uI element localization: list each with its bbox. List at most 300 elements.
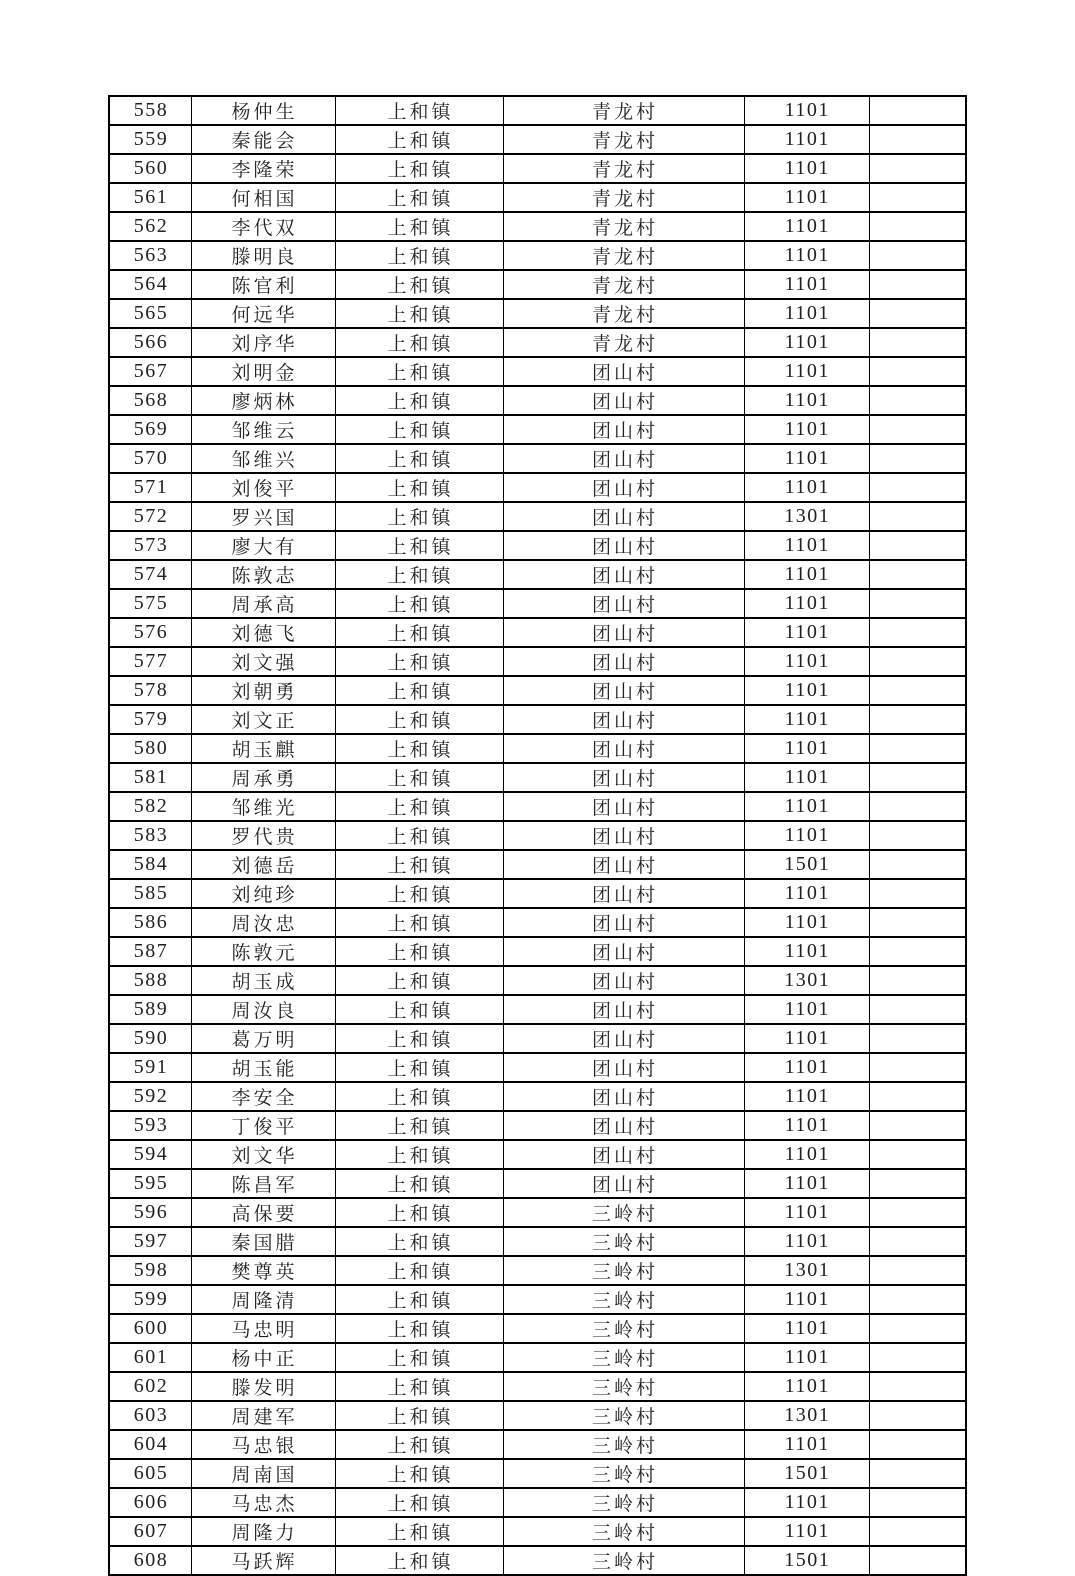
cell-amount: 1101 <box>744 1488 869 1517</box>
cell-person-name: 罗兴国 <box>191 502 335 531</box>
cell-amount: 1101 <box>744 1372 869 1401</box>
cell-person-name: 秦国腊 <box>191 1227 335 1256</box>
cell-person-name: 周建军 <box>191 1401 335 1430</box>
cell-amount: 1101 <box>744 212 869 241</box>
cell-amount: 1101 <box>744 560 869 589</box>
table-row <box>109 1198 966 1227</box>
table-row <box>109 1430 966 1459</box>
cell-person-name: 马忠银 <box>191 1430 335 1459</box>
cell-town: 上和镇 <box>335 502 503 531</box>
cell-town: 上和镇 <box>335 850 503 879</box>
cell-row-number: 590 <box>109 1024 191 1053</box>
cell-person-name: 马忠明 <box>191 1314 335 1343</box>
cell-town: 上和镇 <box>335 1256 503 1285</box>
cell-town: 上和镇 <box>335 241 503 270</box>
cell-town: 上和镇 <box>335 705 503 734</box>
cell-row-number: 570 <box>109 444 191 473</box>
cell-person-name: 李安全 <box>191 1082 335 1111</box>
cell-row-number: 562 <box>109 212 191 241</box>
cell-village: 团山村 <box>503 763 744 792</box>
cell-village: 三岭村 <box>503 1401 744 1430</box>
cell-amount: 1101 <box>744 1517 869 1546</box>
cell-row-number: 592 <box>109 1082 191 1111</box>
cell-amount: 1101 <box>744 1314 869 1343</box>
cell-row-number: 574 <box>109 560 191 589</box>
table-row <box>109 763 966 792</box>
cell-village: 团山村 <box>503 386 744 415</box>
cell-note-empty <box>869 995 966 1024</box>
cell-town: 上和镇 <box>335 1111 503 1140</box>
table-row <box>109 821 966 850</box>
cell-town: 上和镇 <box>335 125 503 154</box>
cell-village: 青龙村 <box>503 96 744 125</box>
cell-row-number: 577 <box>109 647 191 676</box>
table-row <box>109 1227 966 1256</box>
cell-person-name: 樊尊英 <box>191 1256 335 1285</box>
cell-person-name: 周南国 <box>191 1459 335 1488</box>
cell-town: 上和镇 <box>335 647 503 676</box>
cell-person-name: 高保要 <box>191 1198 335 1227</box>
table-row <box>109 1140 966 1169</box>
cell-person-name: 何相国 <box>191 183 335 212</box>
cell-amount: 1101 <box>744 96 869 125</box>
cell-town: 上和镇 <box>335 589 503 618</box>
cell-person-name: 刘朝勇 <box>191 676 335 705</box>
table-row <box>109 96 966 125</box>
cell-town: 上和镇 <box>335 1401 503 1430</box>
cell-note-empty <box>869 763 966 792</box>
cell-note-empty <box>869 299 966 328</box>
cell-note-empty <box>869 589 966 618</box>
cell-town: 上和镇 <box>335 1459 503 1488</box>
cell-village: 青龙村 <box>503 241 744 270</box>
cell-amount: 1101 <box>744 705 869 734</box>
cell-village: 三岭村 <box>503 1546 744 1575</box>
cell-amount: 1101 <box>744 154 869 183</box>
cell-note-empty <box>869 1256 966 1285</box>
cell-note-empty <box>869 850 966 879</box>
cell-village: 三岭村 <box>503 1430 744 1459</box>
table-row <box>109 1372 966 1401</box>
cell-village: 三岭村 <box>503 1198 744 1227</box>
table-row <box>109 328 966 357</box>
cell-person-name: 葛万明 <box>191 1024 335 1053</box>
cell-person-name: 马忠杰 <box>191 1488 335 1517</box>
cell-village: 团山村 <box>503 966 744 995</box>
cell-village: 青龙村 <box>503 212 744 241</box>
table-row <box>109 241 966 270</box>
cell-person-name: 廖大有 <box>191 531 335 560</box>
cell-person-name: 刘文正 <box>191 705 335 734</box>
cell-village: 团山村 <box>503 937 744 966</box>
cell-amount: 1101 <box>744 270 869 299</box>
cell-row-number: 561 <box>109 183 191 212</box>
cell-note-empty <box>869 328 966 357</box>
cell-village: 青龙村 <box>503 328 744 357</box>
cell-town: 上和镇 <box>335 473 503 502</box>
cell-note-empty <box>869 1140 966 1169</box>
cell-town: 上和镇 <box>335 154 503 183</box>
cell-note-empty <box>869 792 966 821</box>
cell-row-number: 580 <box>109 734 191 763</box>
cell-village: 团山村 <box>503 879 744 908</box>
table-row <box>109 676 966 705</box>
cell-amount: 1101 <box>744 647 869 676</box>
cell-row-number: 604 <box>109 1430 191 1459</box>
cell-note-empty <box>869 560 966 589</box>
cell-amount: 1101 <box>744 328 869 357</box>
cell-town: 上和镇 <box>335 821 503 850</box>
cell-village: 三岭村 <box>503 1343 744 1372</box>
cell-row-number: 596 <box>109 1198 191 1227</box>
cell-row-number: 588 <box>109 966 191 995</box>
cell-row-number: 575 <box>109 589 191 618</box>
cell-village: 团山村 <box>503 415 744 444</box>
cell-amount: 1501 <box>744 1546 869 1575</box>
table-row <box>109 1401 966 1430</box>
cell-town: 上和镇 <box>335 1517 503 1546</box>
cell-town: 上和镇 <box>335 734 503 763</box>
cell-person-name: 陈昌军 <box>191 1169 335 1198</box>
table-row <box>109 1256 966 1285</box>
table-row <box>109 299 966 328</box>
cell-person-name: 滕发明 <box>191 1372 335 1401</box>
cell-row-number: 558 <box>109 96 191 125</box>
cell-row-number: 597 <box>109 1227 191 1256</box>
cell-amount: 1501 <box>744 1459 869 1488</box>
cell-village: 团山村 <box>503 734 744 763</box>
cell-row-number: 566 <box>109 328 191 357</box>
table-row <box>109 995 966 1024</box>
table-row <box>109 1285 966 1314</box>
cell-amount: 1101 <box>744 676 869 705</box>
cell-person-name: 李代双 <box>191 212 335 241</box>
table-row <box>109 792 966 821</box>
cell-row-number: 571 <box>109 473 191 502</box>
table-row <box>109 502 966 531</box>
cell-note-empty <box>869 531 966 560</box>
cell-note-empty <box>869 502 966 531</box>
cell-row-number: 608 <box>109 1546 191 1575</box>
cell-note-empty <box>869 473 966 502</box>
table-row <box>109 589 966 618</box>
cell-village: 团山村 <box>503 1169 744 1198</box>
cell-row-number: 587 <box>109 937 191 966</box>
cell-note-empty <box>869 183 966 212</box>
cell-town: 上和镇 <box>335 1314 503 1343</box>
cell-note-empty <box>869 1546 966 1575</box>
cell-row-number: 559 <box>109 125 191 154</box>
cell-person-name: 邹维光 <box>191 792 335 821</box>
cell-person-name: 李隆荣 <box>191 154 335 183</box>
table-row <box>109 1053 966 1082</box>
cell-row-number: 584 <box>109 850 191 879</box>
cell-person-name: 杨中正 <box>191 1343 335 1372</box>
table-row <box>109 705 966 734</box>
cell-town: 上和镇 <box>335 1285 503 1314</box>
cell-village: 团山村 <box>503 618 744 647</box>
cell-amount: 1101 <box>744 1198 869 1227</box>
cell-town: 上和镇 <box>335 357 503 386</box>
cell-village: 三岭村 <box>503 1227 744 1256</box>
cell-village: 三岭村 <box>503 1372 744 1401</box>
cell-town: 上和镇 <box>335 415 503 444</box>
document-page <box>108 95 967 1576</box>
cell-town: 上和镇 <box>335 444 503 473</box>
table-row <box>109 154 966 183</box>
cell-row-number: 565 <box>109 299 191 328</box>
cell-village: 青龙村 <box>503 154 744 183</box>
cell-amount: 1101 <box>744 995 869 1024</box>
cell-row-number: 602 <box>109 1372 191 1401</box>
cell-note-empty <box>869 1198 966 1227</box>
cell-town: 上和镇 <box>335 1053 503 1082</box>
cell-note-empty <box>869 821 966 850</box>
cell-town: 上和镇 <box>335 1343 503 1372</box>
cell-amount: 1101 <box>744 1082 869 1111</box>
cell-amount: 1101 <box>744 589 869 618</box>
cell-town: 上和镇 <box>335 618 503 647</box>
table-row <box>109 1488 966 1517</box>
cell-row-number: 593 <box>109 1111 191 1140</box>
cell-person-name: 何远华 <box>191 299 335 328</box>
cell-town: 上和镇 <box>335 676 503 705</box>
cell-amount: 1101 <box>744 1111 869 1140</box>
cell-note-empty <box>869 241 966 270</box>
cell-note-empty <box>869 908 966 937</box>
cell-town: 上和镇 <box>335 1488 503 1517</box>
cell-town: 上和镇 <box>335 792 503 821</box>
cell-row-number: 573 <box>109 531 191 560</box>
cell-row-number: 563 <box>109 241 191 270</box>
cell-amount: 1101 <box>744 1053 869 1082</box>
cell-row-number: 578 <box>109 676 191 705</box>
cell-village: 团山村 <box>503 531 744 560</box>
table-row <box>109 415 966 444</box>
cell-amount: 1101 <box>744 618 869 647</box>
cell-village: 青龙村 <box>503 299 744 328</box>
cell-amount: 1101 <box>744 444 869 473</box>
cell-amount: 1101 <box>744 183 869 212</box>
cell-village: 团山村 <box>503 1140 744 1169</box>
cell-note-empty <box>869 1314 966 1343</box>
cell-town: 上和镇 <box>335 1546 503 1575</box>
cell-amount: 1101 <box>744 386 869 415</box>
cell-note-empty <box>869 357 966 386</box>
table-row <box>109 618 966 647</box>
cell-amount: 1101 <box>744 908 869 937</box>
cell-note-empty <box>869 1343 966 1372</box>
cell-village: 三岭村 <box>503 1285 744 1314</box>
cell-row-number: 605 <box>109 1459 191 1488</box>
cell-note-empty <box>869 879 966 908</box>
cell-amount: 1301 <box>744 1401 869 1430</box>
cell-amount: 1101 <box>744 821 869 850</box>
table-row <box>109 966 966 995</box>
cell-row-number: 589 <box>109 995 191 1024</box>
cell-note-empty <box>869 647 966 676</box>
cell-note-empty <box>869 1285 966 1314</box>
cell-person-name: 刘序华 <box>191 328 335 357</box>
table-row <box>109 647 966 676</box>
cell-note-empty <box>869 1024 966 1053</box>
cell-person-name: 滕明良 <box>191 241 335 270</box>
cell-amount: 1101 <box>744 415 869 444</box>
table-row <box>109 1169 966 1198</box>
cell-town: 上和镇 <box>335 937 503 966</box>
cell-amount: 1101 <box>744 763 869 792</box>
cell-village: 团山村 <box>503 357 744 386</box>
table-row <box>109 1024 966 1053</box>
table-row <box>109 1546 966 1575</box>
cell-village: 团山村 <box>503 1053 744 1082</box>
table-row <box>109 357 966 386</box>
cell-row-number: 603 <box>109 1401 191 1430</box>
cell-amount: 1301 <box>744 1256 869 1285</box>
cell-row-number: 579 <box>109 705 191 734</box>
cell-note-empty <box>869 705 966 734</box>
cell-village: 团山村 <box>503 589 744 618</box>
cell-person-name: 周汝良 <box>191 995 335 1024</box>
cell-note-empty <box>869 154 966 183</box>
cell-person-name: 周承高 <box>191 589 335 618</box>
cell-town: 上和镇 <box>335 531 503 560</box>
roster-table <box>108 95 967 1576</box>
cell-note-empty <box>869 1430 966 1459</box>
table-row <box>109 879 966 908</box>
cell-village: 团山村 <box>503 821 744 850</box>
cell-row-number: 586 <box>109 908 191 937</box>
cell-person-name: 陈敦志 <box>191 560 335 589</box>
cell-amount: 1101 <box>744 1227 869 1256</box>
cell-amount: 1101 <box>744 1024 869 1053</box>
table-row <box>109 1459 966 1488</box>
cell-note-empty <box>869 676 966 705</box>
cell-village: 团山村 <box>503 473 744 502</box>
cell-amount: 1501 <box>744 850 869 879</box>
cell-row-number: 599 <box>109 1285 191 1314</box>
cell-village: 团山村 <box>503 705 744 734</box>
cell-note-empty <box>869 212 966 241</box>
cell-row-number: 601 <box>109 1343 191 1372</box>
table-row <box>109 444 966 473</box>
cell-note-empty <box>869 1111 966 1140</box>
cell-note-empty <box>869 1169 966 1198</box>
cell-person-name: 刘明金 <box>191 357 335 386</box>
cell-person-name: 丁俊平 <box>191 1111 335 1140</box>
cell-row-number: 591 <box>109 1053 191 1082</box>
cell-amount: 1101 <box>744 1343 869 1372</box>
cell-village: 团山村 <box>503 647 744 676</box>
cell-village: 团山村 <box>503 850 744 879</box>
cell-person-name: 陈官利 <box>191 270 335 299</box>
cell-village: 青龙村 <box>503 125 744 154</box>
cell-note-empty <box>869 1488 966 1517</box>
cell-note-empty <box>869 270 966 299</box>
cell-row-number: 568 <box>109 386 191 415</box>
cell-note-empty <box>869 125 966 154</box>
cell-row-number: 583 <box>109 821 191 850</box>
cell-note-empty <box>869 444 966 473</box>
cell-village: 三岭村 <box>503 1314 744 1343</box>
cell-row-number: 606 <box>109 1488 191 1517</box>
cell-person-name: 周承勇 <box>191 763 335 792</box>
cell-note-empty <box>869 415 966 444</box>
cell-person-name: 胡玉麒 <box>191 734 335 763</box>
cell-row-number: 569 <box>109 415 191 444</box>
cell-village: 团山村 <box>503 792 744 821</box>
cell-note-empty <box>869 1401 966 1430</box>
cell-row-number: 594 <box>109 1140 191 1169</box>
cell-person-name: 廖炳林 <box>191 386 335 415</box>
cell-person-name: 周汝忠 <box>191 908 335 937</box>
cell-amount: 1301 <box>744 502 869 531</box>
cell-person-name: 秦能会 <box>191 125 335 154</box>
cell-amount: 1101 <box>744 879 869 908</box>
cell-village: 团山村 <box>503 1082 744 1111</box>
cell-amount: 1101 <box>744 241 869 270</box>
cell-amount: 1101 <box>744 125 869 154</box>
cell-amount: 1101 <box>744 473 869 502</box>
cell-town: 上和镇 <box>335 1169 503 1198</box>
cell-village: 团山村 <box>503 560 744 589</box>
cell-town: 上和镇 <box>335 560 503 589</box>
cell-person-name: 刘纯珍 <box>191 879 335 908</box>
cell-note-empty <box>869 1227 966 1256</box>
cell-person-name: 胡玉成 <box>191 966 335 995</box>
table-row <box>109 908 966 937</box>
cell-village: 团山村 <box>503 995 744 1024</box>
cell-village: 团山村 <box>503 502 744 531</box>
cell-town: 上和镇 <box>335 995 503 1024</box>
table-row <box>109 1343 966 1372</box>
cell-row-number: 600 <box>109 1314 191 1343</box>
cell-person-name: 杨仲生 <box>191 96 335 125</box>
cell-village: 青龙村 <box>503 183 744 212</box>
cell-note-empty <box>869 96 966 125</box>
table-row <box>109 125 966 154</box>
cell-person-name: 刘文强 <box>191 647 335 676</box>
table-row <box>109 531 966 560</box>
cell-amount: 1101 <box>744 1140 869 1169</box>
cell-note-empty <box>869 1082 966 1111</box>
cell-village: 三岭村 <box>503 1256 744 1285</box>
cell-person-name: 刘德岳 <box>191 850 335 879</box>
cell-village: 三岭村 <box>503 1488 744 1517</box>
cell-person-name: 刘俊平 <box>191 473 335 502</box>
cell-town: 上和镇 <box>335 270 503 299</box>
table-row <box>109 183 966 212</box>
cell-amount: 1101 <box>744 1285 869 1314</box>
table-row <box>109 937 966 966</box>
cell-town: 上和镇 <box>335 879 503 908</box>
cell-town: 上和镇 <box>335 966 503 995</box>
cell-town: 上和镇 <box>335 1140 503 1169</box>
cell-town: 上和镇 <box>335 1198 503 1227</box>
cell-amount: 1101 <box>744 792 869 821</box>
cell-amount: 1101 <box>744 1169 869 1198</box>
cell-town: 上和镇 <box>335 1430 503 1459</box>
cell-person-name: 邹维云 <box>191 415 335 444</box>
cell-person-name: 邹维兴 <box>191 444 335 473</box>
cell-note-empty <box>869 1053 966 1082</box>
table-row <box>109 850 966 879</box>
cell-town: 上和镇 <box>335 1227 503 1256</box>
table-row <box>109 386 966 415</box>
cell-amount: 1101 <box>744 531 869 560</box>
cell-person-name: 周隆力 <box>191 1517 335 1546</box>
cell-person-name: 刘德飞 <box>191 618 335 647</box>
